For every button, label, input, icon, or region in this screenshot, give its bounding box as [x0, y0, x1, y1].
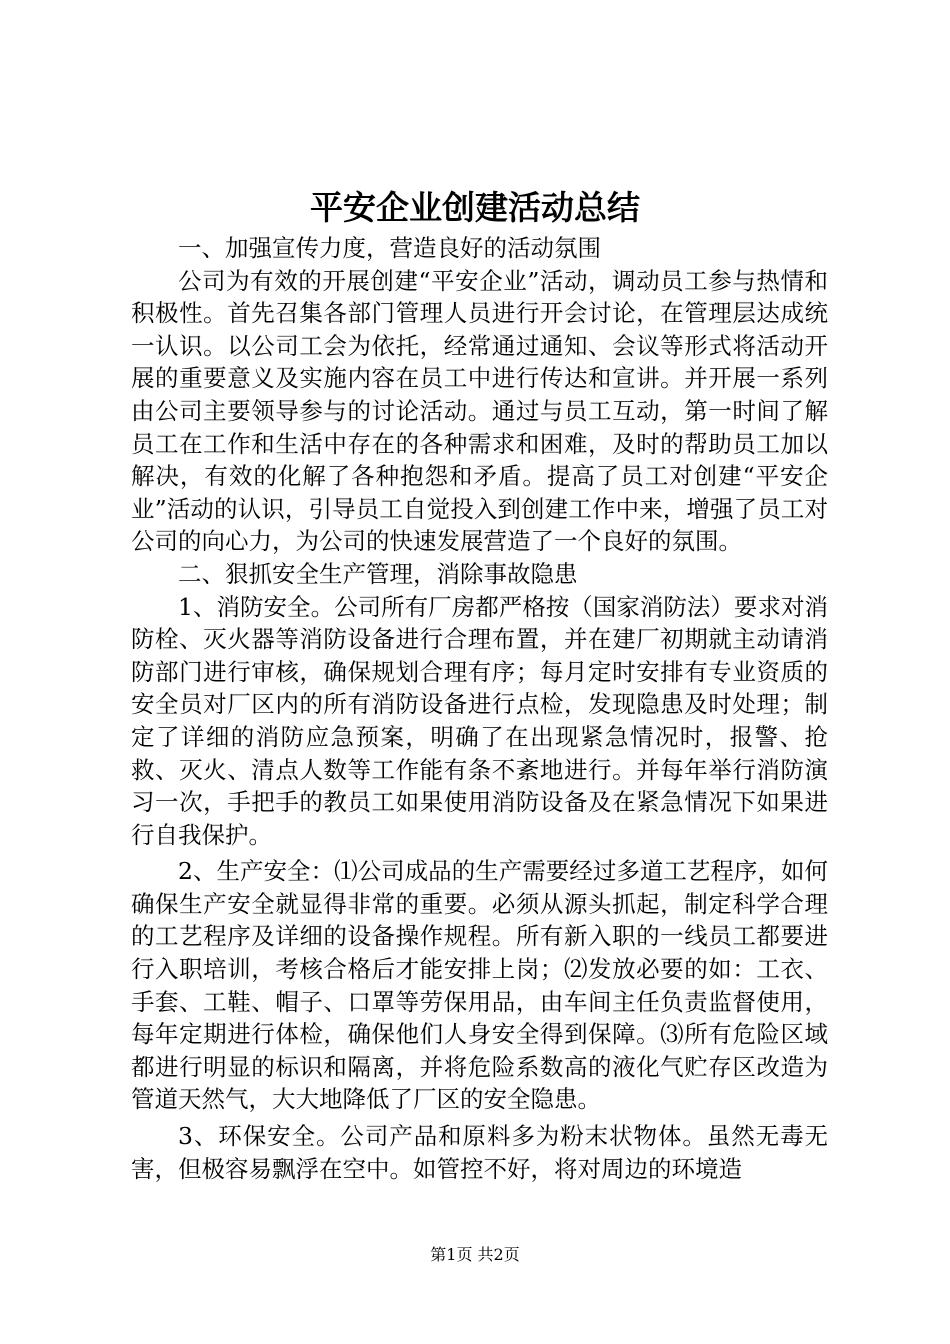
- section-heading-2: 二、狠抓安全生产管理，消除事故隐患: [178, 559, 578, 588]
- document-body: [131, 232, 828, 1185]
- body-paragraph-1: 公司为有效的开展创建“平安企业”活动，调动员工参与热情和积极性。首先召集各部门管理人员进行开会讨论，在管理层达成统一认识。以公司工会为依托，经常通过通知、会议等形式将活动开展的重要意义及实施内容在员工中进行传达和宣讲。并开展一系列由公司主要领导参与的讨论活动。通过与员工互动，第一时间了解员工在工作和生活中存在的各种需求和困难，及时的帮助员工加以解决，有效的化解了各种抱怨和矛盾。提高了员工对创建“平安企业”活动的认识，引导员工自觉投入到创建工作中来，增强了员工对公司的向心力，为公司的快速发展营造了一个良好的氛围。: [131, 266, 828, 556]
- document-title: 平安企业创建活动总结: [310, 188, 640, 227]
- page-footer: 第1页 共2页: [430, 1245, 520, 1264]
- body-paragraph-production-safety: 2、生产安全：⑴公司成品的生产需要经过多道工艺程序，如何确保生产安全就显得非常的重要。必须从源头抓起，制定科学合理的工艺程序及详细的设备操作规程。所有新入职的一线员工都要进行入职培训，考核合格后才能安排上岗；⑵发放必要的如：工衣、手套、工鞋、帽子、口罩等劳保用品，由车间主任负责监督使用，每年定期进行体检，确保他们人身安全得到保障。⑶所有危险区域都进行明显的标识和隔离，并将危险系数高的液化气贮存区改造为管道天然气，大大地降低了厂区的安全隐患。: [131, 857, 828, 1114]
- section-heading-1: 一、加强宣传力度，营造良好的活动氛围: [178, 234, 601, 262]
- body-paragraph-environment-safety: 3、环保安全。公司产品和原料多为粉末状物体。虽然无毒无害，但极容易飘浮在空中。如管控不好，将对周边的环境造: [131, 1122, 828, 1183]
- body-paragraph-fire-safety: 1、消防安全。公司所有厂房都严格按（国家消防法）要求对消防栓、灭火器等消防设备进行合理布置，并在建厂初期就主动请消防部门进行审核，确保规划合理有序；每月定时安排有专业资质的安全员对厂区内的所有消防设备进行点检，发现隐患及时处理；制定了详细的消防应急预案，明确了在出现紧急情况时，报警、抢救、灭火、清点人数等工作能有条不紊地进行。并每年举行消防演习一次，手把手的教员工如果使用消防设备及在紧急情况下如果进行自我保护。: [131, 592, 828, 849]
